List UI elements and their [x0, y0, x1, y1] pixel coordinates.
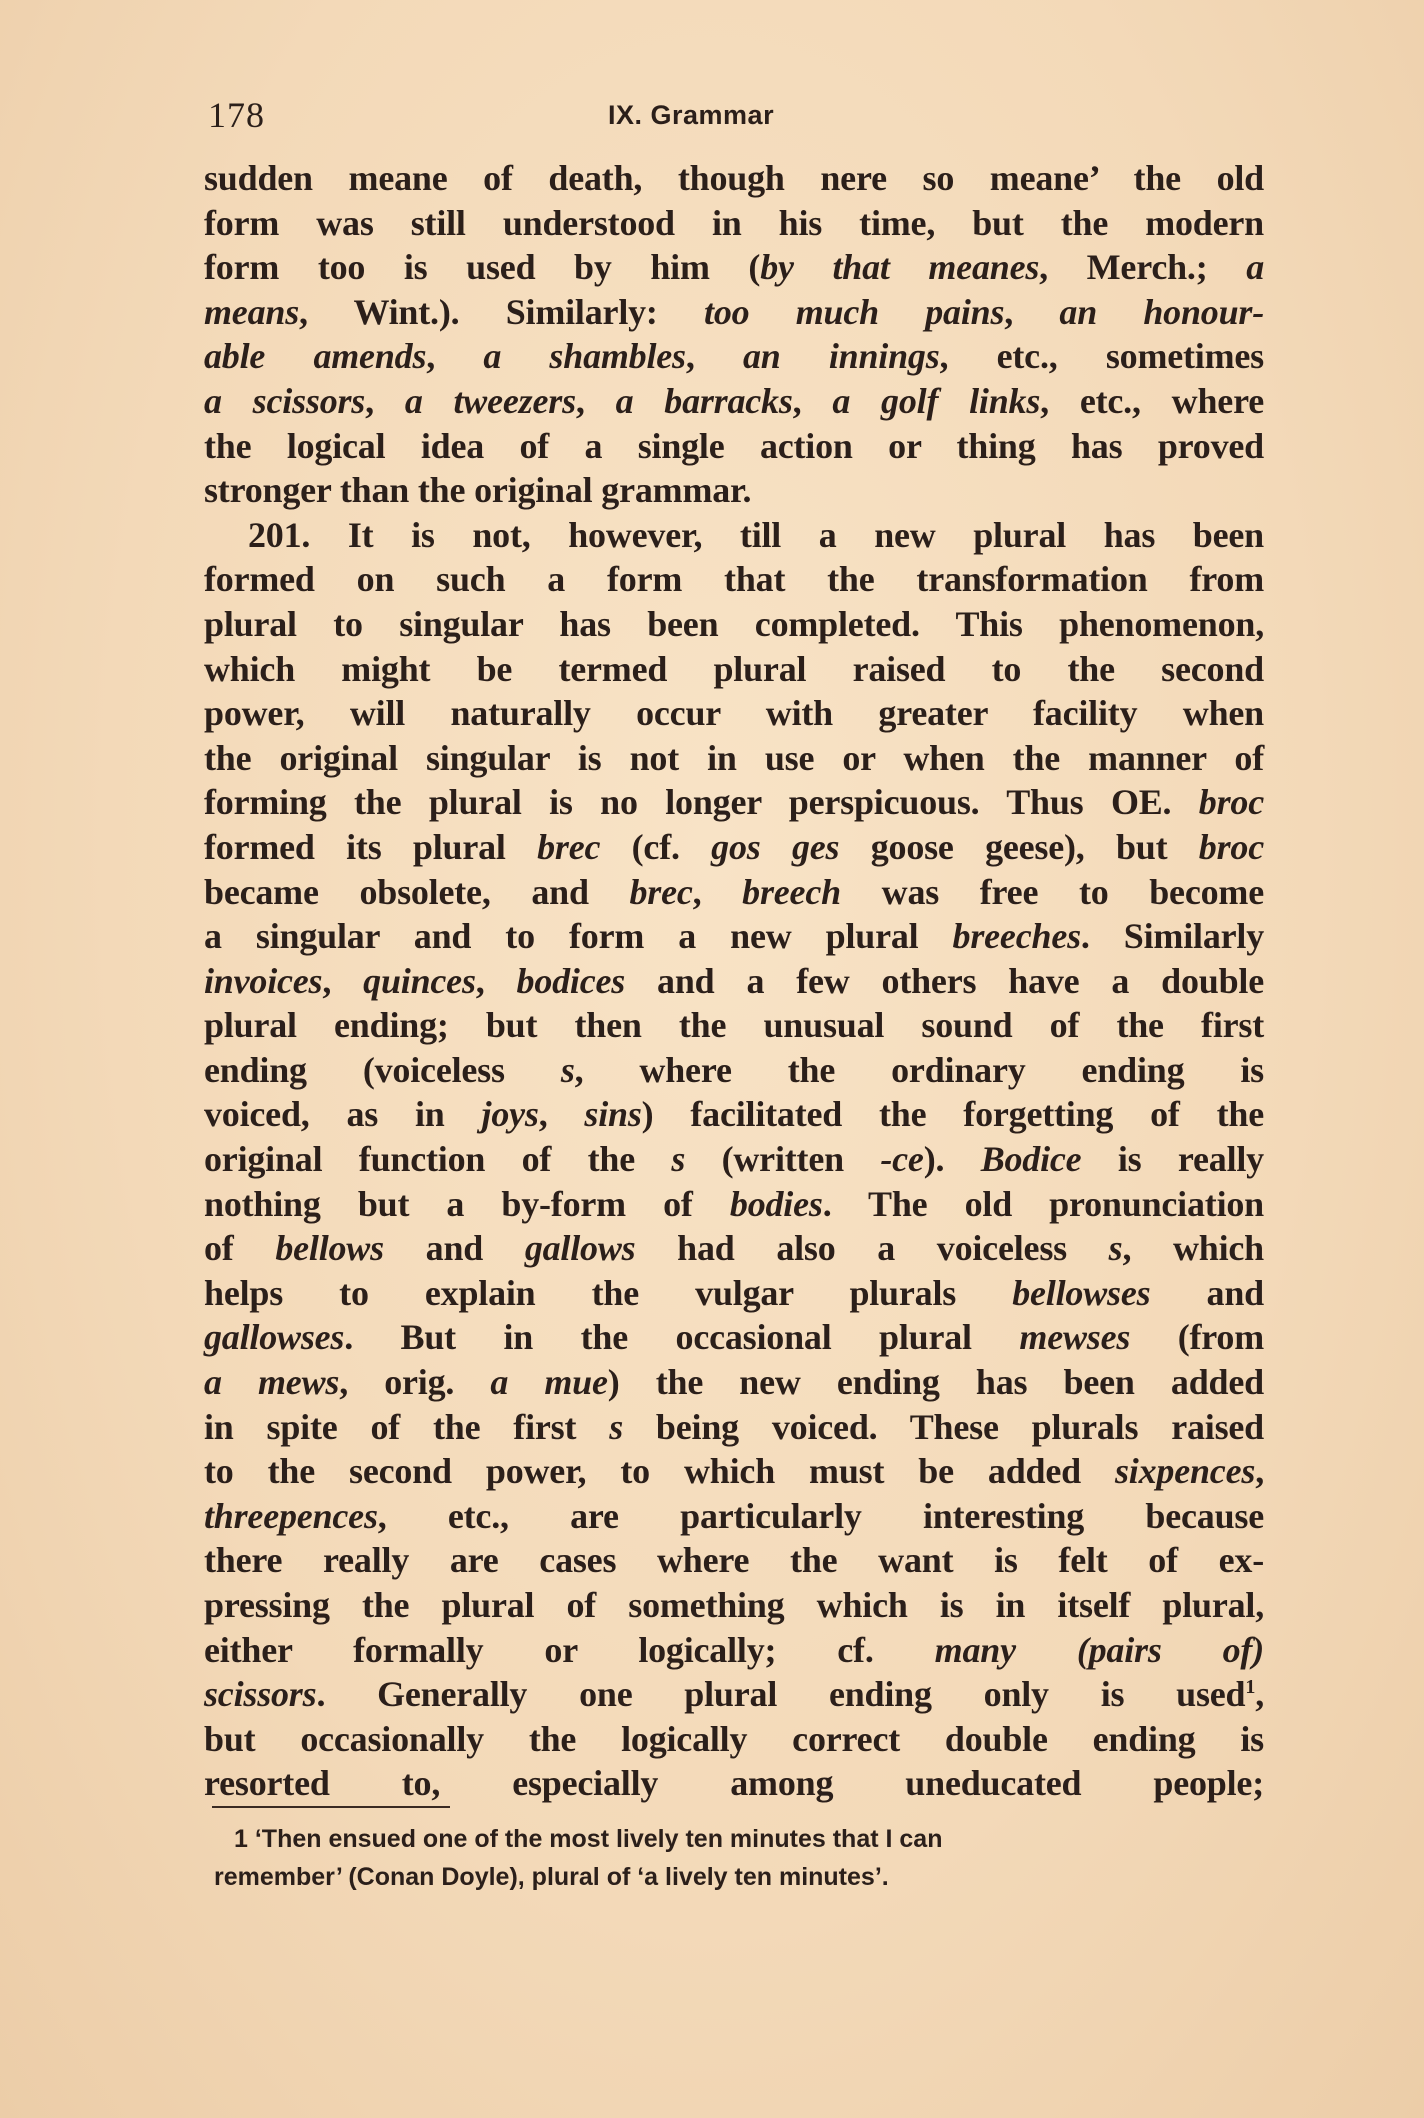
text-line	[204, 379, 1264, 424]
text-line	[204, 1538, 1264, 1583]
text-line	[204, 1717, 1264, 1762]
text-line	[204, 1092, 1264, 1137]
text-segment: ,	[692, 871, 743, 912]
text-segment: sudden meane of death, though nere so meane’ the old	[204, 158, 1264, 198]
text-segment: which might be termed plural raised to the second	[204, 648, 1264, 689]
italic-term: scissors	[204, 1674, 317, 1715]
text-segment: , Wint.). Similarly:	[299, 291, 705, 332]
text-line	[204, 1405, 1264, 1450]
text-line	[204, 1271, 1264, 1316]
text-segment: the original singular is not in use or when the manner of	[204, 737, 1264, 778]
italic-term: an honour-	[1059, 291, 1264, 332]
text-segment: ,	[538, 1094, 585, 1135]
italic-term: sins	[584, 1094, 642, 1135]
text-segment: formed on such a form that the transformation from	[204, 559, 1264, 600]
text-segment: , etc., are particularly interesting because	[377, 1495, 1264, 1536]
italic-term: gos ges	[711, 826, 840, 867]
text-segment: , orig.	[339, 1362, 491, 1403]
footnote-rule	[212, 1806, 450, 1808]
text-line	[204, 468, 1264, 513]
text-line	[204, 780, 1264, 825]
text-line	[204, 424, 1264, 469]
text-line	[204, 245, 1264, 290]
italic-term: means	[204, 291, 300, 332]
text-segment: pressing the plural of something which is in itself plural,	[204, 1585, 1264, 1625]
text-segment: . Similarly	[1080, 916, 1264, 957]
footnote-marker: 1	[1245, 1676, 1256, 1699]
text-line	[204, 1360, 1264, 1405]
text-segment: ) facilitated the forgetting of the	[641, 1094, 1264, 1135]
text-segment: original function of the	[204, 1139, 672, 1180]
body-text	[204, 156, 1264, 1806]
text-segment: (from	[1130, 1317, 1264, 1358]
text-segment: stronger than the original grammar.	[204, 470, 752, 511]
text-line	[204, 1182, 1264, 1227]
text-line	[204, 647, 1264, 692]
text-segment: , which	[1122, 1228, 1265, 1269]
text-segment: became obsolete, and	[204, 871, 630, 912]
italic-term: a shambles	[483, 336, 686, 377]
italic-term: s	[671, 1139, 686, 1180]
text-segment: . Generally one plural ending only is used	[316, 1674, 1246, 1715]
text-line	[204, 1494, 1264, 1539]
italic-term: breech	[742, 871, 841, 912]
italic-term: brec	[537, 826, 601, 867]
text-line	[204, 1003, 1264, 1048]
text-segment: was free to become	[840, 871, 1264, 912]
italic-term: a scissors	[204, 380, 366, 421]
italic-term: quinces	[363, 960, 476, 1001]
italic-term: threepences	[204, 1495, 378, 1536]
italic-term: s	[560, 1049, 575, 1090]
text-segment: is really	[1081, 1139, 1264, 1180]
text-line	[204, 201, 1264, 246]
text-segment: (written	[685, 1139, 881, 1180]
text-segment: . But in the occasional plural	[344, 1317, 1020, 1358]
text-line	[204, 557, 1264, 602]
text-segment: goose geese), but	[839, 826, 1199, 867]
text-segment: being voiced. These plurals raised	[623, 1406, 1264, 1447]
italic-term: able amends	[204, 336, 427, 377]
text-line	[204, 1137, 1264, 1182]
italic-term: mewses	[1019, 1317, 1131, 1358]
italic-term: a mue	[490, 1362, 608, 1403]
text-line	[204, 825, 1264, 870]
text-segment: there really are cases where the want is felt of ex-	[204, 1540, 1264, 1581]
text-segment: ending (voiceless	[204, 1049, 561, 1090]
text-segment: and	[383, 1228, 525, 1269]
text-segment: either formally or logically; cf.	[204, 1629, 935, 1670]
page-header	[208, 94, 1268, 138]
text-line	[204, 691, 1264, 736]
italic-term: bodices	[516, 960, 626, 1001]
text-segment: ).	[923, 1139, 981, 1180]
footnote-line: 1 ‘Then ensued one of the most lively ten minutes that I can	[234, 1825, 943, 1853]
text-segment: formed its plural	[204, 826, 538, 867]
italic-term: a mews	[204, 1362, 340, 1403]
text-segment: power, will naturally occur with greater facility when	[204, 693, 1264, 734]
text-segment: resorted to, especially among uneducated people;	[204, 1763, 1264, 1804]
text-segment: to the second power, to which must be added	[204, 1451, 1115, 1492]
text-line	[204, 1315, 1264, 1360]
text-line	[204, 1048, 1264, 1093]
running-head: IX. Grammar	[608, 100, 775, 130]
text-segment: plural to singular has been completed. This phenomenon,	[204, 603, 1264, 644]
page-number: 178	[208, 95, 265, 135]
italic-term: joys	[481, 1094, 539, 1135]
footnote	[214, 1820, 1264, 1896]
italic-term: invoices	[204, 960, 323, 1001]
text-segment: form too is used by him (	[204, 247, 761, 288]
text-segment: in spite of the first	[204, 1406, 610, 1447]
text-line	[204, 870, 1264, 915]
text-segment: ) the new ending has been added	[607, 1362, 1264, 1403]
italic-term: broc	[1198, 782, 1264, 823]
text-segment: and	[1150, 1272, 1264, 1313]
italic-term: a golf links	[832, 380, 1041, 421]
italic-term: s	[609, 1406, 623, 1447]
italic-term: broc	[1198, 826, 1264, 867]
text-segment: the logical idea of a single action or thing has proved	[204, 425, 1264, 466]
text-segment: forming the plural is no longer perspicuous. Thus OE.	[204, 782, 1199, 823]
italic-term: a tweezers	[404, 380, 576, 421]
text-line	[204, 602, 1264, 647]
text-segment: , etc., where	[1040, 380, 1264, 421]
text-line	[204, 736, 1264, 781]
text-segment: , Merch.;	[1039, 247, 1247, 288]
text-segment: ,	[322, 960, 364, 1001]
italic-term: Bodice	[980, 1139, 1082, 1180]
italic-term: bellowses	[1012, 1272, 1151, 1313]
text-segment: ,	[1004, 291, 1060, 332]
italic-term: s	[1108, 1228, 1123, 1269]
text-segment: nothing but a by-form of	[204, 1183, 730, 1224]
text-segment: form was still understood in his time, but the modern	[204, 202, 1264, 243]
italic-term: brec	[629, 871, 693, 912]
text-segment: It is not, however, till a new plural has been	[310, 514, 1264, 555]
text-segment: ,	[1255, 1451, 1264, 1492]
text-segment: a singular and to form a new plural	[204, 916, 953, 957]
text-line	[204, 1761, 1264, 1806]
text-segment: , etc., sometimes	[939, 336, 1264, 377]
text-line	[204, 1583, 1264, 1628]
text-segment: ,	[792, 380, 833, 421]
text-segment: of	[204, 1228, 276, 1269]
text-segment: , where the ordinary ending is	[574, 1049, 1264, 1090]
text-line	[204, 156, 1264, 201]
text-line	[204, 513, 1264, 558]
text-line	[204, 914, 1264, 959]
text-segment: had also a voiceless	[635, 1228, 1109, 1269]
text-segment: ,	[1255, 1674, 1264, 1715]
text-segment: and a few others have a double	[625, 960, 1264, 1001]
text-segment: ,	[685, 336, 743, 377]
text-line	[204, 959, 1264, 1004]
italic-term: gallowses	[204, 1317, 345, 1358]
text-segment: plural ending; but then the unusual sound of the first	[204, 1005, 1264, 1046]
italic-term: a	[1246, 247, 1264, 288]
italic-term: bodies	[729, 1183, 823, 1224]
italic-term: sixpences	[1115, 1451, 1256, 1492]
italic-term: an innings	[742, 336, 940, 377]
text-segment: . The old pronunciation	[822, 1183, 1264, 1224]
text-segment: ,	[575, 380, 616, 421]
text-line	[204, 1226, 1264, 1271]
text-line	[204, 1628, 1264, 1673]
italic-term: bellows	[275, 1228, 384, 1269]
text-segment: helps to explain the vulgar plurals	[204, 1272, 1013, 1313]
italic-term: many (pairs of)	[934, 1629, 1264, 1670]
italic-term: by that meanes	[760, 247, 1040, 288]
italic-term: -ce	[880, 1139, 924, 1180]
italic-term: gallows	[524, 1228, 636, 1269]
text-line	[204, 1449, 1264, 1494]
italic-term: too much pains	[704, 291, 1005, 332]
text-segment: (cf.	[600, 826, 712, 867]
text-segment: but occasionally the logically correct double ending is	[204, 1718, 1264, 1759]
text-segment: ,	[426, 336, 484, 377]
italic-term: breeches	[952, 916, 1081, 957]
text-segment: ,	[475, 960, 517, 1001]
paragraph-number: 201.	[248, 514, 311, 555]
text-segment: ,	[365, 380, 405, 421]
text-line	[204, 334, 1264, 379]
italic-term: a barracks	[615, 380, 793, 421]
text-segment: voiced, as in	[204, 1094, 482, 1135]
footnote-line: remember’ (Conan Doyle), plural of ‘a lively ten minutes’.	[214, 1863, 889, 1891]
text-line	[204, 1672, 1264, 1717]
text-line	[204, 290, 1264, 335]
